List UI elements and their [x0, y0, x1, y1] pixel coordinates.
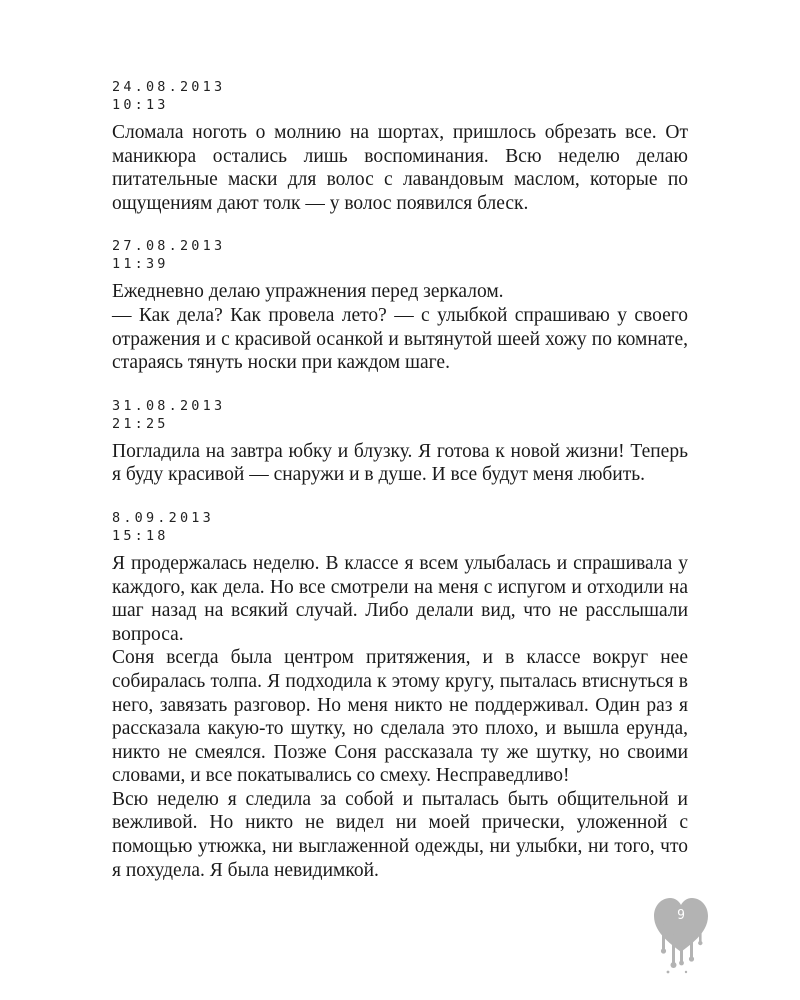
entry-date: 27.08.2013 — [112, 238, 226, 255]
entry-date: 24.08.2013 — [112, 79, 226, 95]
diary-page — [112, 78, 688, 904]
entry-time: 21:25 — [112, 415, 169, 432]
diary-entry — [112, 78, 688, 215]
page-number: 9 — [677, 908, 685, 923]
entry-paragraph: — Как дела? Как провела лето? — с улыбкой спрашиваю у своего отражения и с красивой осанкой и вытянутой шеей хожу по комнате, стараясь тянуть носки при каждом шаге. — [112, 304, 688, 374]
dripping-heart-icon — [650, 894, 712, 976]
diary-entry — [112, 237, 688, 374]
entry-paragraph: Соня всегда была центром притяжения, и в классе вокруг нее собиралась толпа. Я подходила к этому кругу, пыталась втиснуться в него, завязать разговор. Но меня никто не поддерживал. Один раз я рассказала какую-то шутку, но сделала это плохо, и вышла ерунда, никто не смеялся. Позже Соня рассказала ту же шутку, но своими словами, и все покатывались со смеху. Несправедливо! — [112, 647, 688, 787]
entry-paragraph: Ежедневно делаю упражнения перед зеркалом. — [112, 281, 504, 303]
entry-paragraph: Погладила на завтра юбку и блузку. Я готова к новой жизни! Теперь я буду красивой — снаружи и в душе. И все будут меня любить. — [112, 440, 688, 486]
diary-entry — [112, 397, 688, 487]
entry-paragraph: Всю неделю я следила за собой и пыталась быть общительной и вежливой. Но никто не видел ни моей прически, уложенной с помощью утюжка, ни выглаженной одежды, ни улыбки, ни того, что я похудела. Я была невидимкой. — [112, 788, 688, 881]
entry-time: 10:13 — [112, 97, 169, 113]
entry-time: 11:39 — [112, 256, 169, 273]
entry-paragraph: Я продержалась неделю. В классе я всем улыбалась и спрашивала у каждого, как дела. Но все смотрели на меня с испугом и отходили на шаг назад на всякий случай. Либо делали вид, что не расслышали вопроса. — [112, 552, 688, 645]
entry-time: 15:18 — [112, 527, 169, 544]
entry-date: 31.08.2013 — [112, 397, 226, 414]
page-number-badge — [650, 894, 712, 976]
diary-entry — [112, 509, 688, 882]
entry-paragraph: Сломала ноготь о молнию на шортах, пришлось обрезать все. От маникюра остались лишь воспоминания. Всю неделю делаю питательные маски для волос с лавандовым маслом, которые по ощущениям дают толк — у волос появился блеск. — [112, 122, 688, 214]
entry-date: 8.09.2013 — [112, 509, 214, 526]
